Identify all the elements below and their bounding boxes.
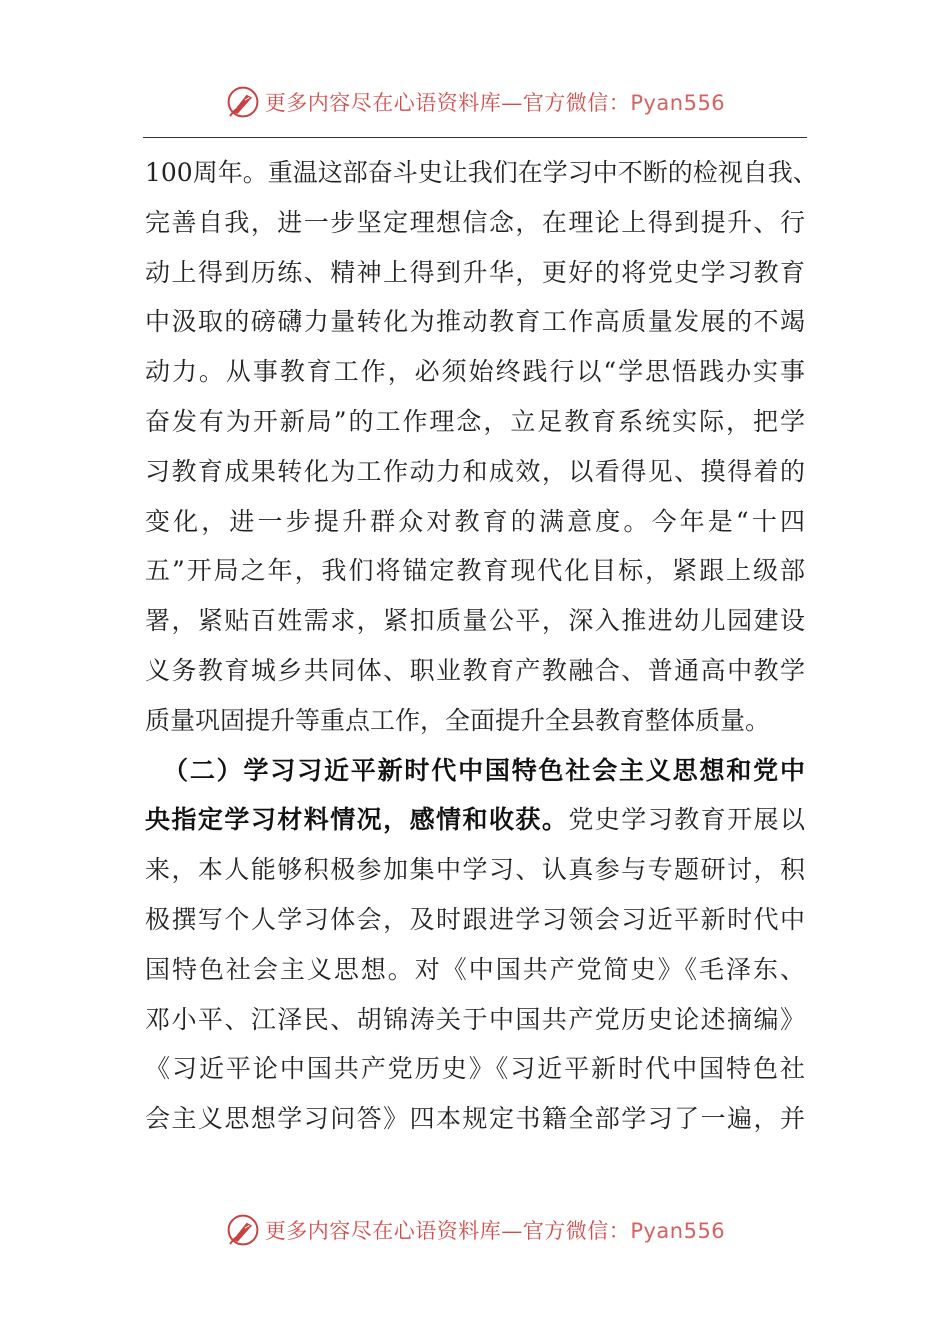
- header-banner: [0, 80, 950, 124]
- text-line: 《习近平论中国共产党历史》《习近平新时代中国特色社: [145, 1054, 805, 1084]
- text-line: 动力。从事教育工作，必须始终践行以“学思悟践办实事: [145, 357, 805, 387]
- text-line-mixed: [145, 795, 805, 845]
- banner-wechat-id: Pyan556: [630, 91, 726, 115]
- text-line: 质量巩固提升等重点工作，全面提升全县教育整体质量。: [145, 705, 771, 735]
- text-line: 变化，进一步提升群众对教育的满意度。今年是“十四: [145, 506, 805, 536]
- text-line: 来，本人能够积极参加集中学习、认真参与专题研讨，积: [145, 855, 805, 885]
- header-divider: [143, 137, 807, 138]
- banner-site-text: 更多内容尽在心语资料库—: [264, 1219, 523, 1243]
- text-line: 国特色社会主义思想。对《中国共产党简史》《毛泽东、: [145, 954, 805, 984]
- text-line: 五”开局之年，我们将锚定教育现代化目标，紧跟上级部: [145, 556, 805, 586]
- section-heading-end: 央指定学习材料情况，感情和收获。: [145, 805, 569, 835]
- text-line: 会主义思想学习问答》四本规定书籍全部学习了一遍，并: [145, 1104, 805, 1134]
- text-line: 完善自我，进一步坚定理想信念，在理论上得到提升、行: [145, 207, 805, 237]
- pen-nib-logo-icon: [225, 1212, 261, 1248]
- banner-wechat-label: 官方微信：: [522, 1219, 631, 1243]
- text-line: 极撰写个人学习体会，及时跟进学习领会习近平新时代中: [145, 904, 805, 934]
- text-span: 党史学习教育开展以: [568, 805, 805, 835]
- text-line: 义务教育城乡共同体、职业教育产教融合、普通高中教学: [145, 655, 805, 685]
- text-line: 邓小平、江泽民、胡锦涛关于中国共产党历史论述摘编》: [145, 1004, 805, 1034]
- banner-text: [265, 1215, 725, 1245]
- banner-site-text: 更多内容尽在心语资料库—: [264, 91, 523, 115]
- text-line: 习教育成果转化为工作动力和成效，以看得见、摸得着的: [145, 456, 805, 486]
- text-line: 中汲取的磅礴力量转化为推动教育工作高质量发展的不竭: [145, 307, 805, 337]
- pen-nib-logo-icon: [225, 84, 261, 120]
- banner-wechat-id: Pyan556: [630, 1219, 726, 1243]
- footer-banner: [0, 1208, 950, 1252]
- text-line: 署，紧贴百姓需求，紧扣质量公平，深入推进幼儿园建设: [145, 606, 805, 636]
- text-line: 奋发有为开新局”的工作理念，立足教育系统实际，把学: [145, 406, 805, 436]
- section-heading-line: （二）学习习近平新时代中国特色社会主义思想和党中: [163, 755, 805, 785]
- text-line: 动上得到历练、精神上得到升华，更好的将党史学习教育: [145, 257, 805, 287]
- text-line: 100周年。重温这部奋斗史让我们在学习中不断的检视自我、: [145, 158, 818, 187]
- banner-wechat-label: 官方微信：: [522, 91, 631, 115]
- document-body: [145, 148, 818, 1144]
- banner-text: [265, 87, 725, 117]
